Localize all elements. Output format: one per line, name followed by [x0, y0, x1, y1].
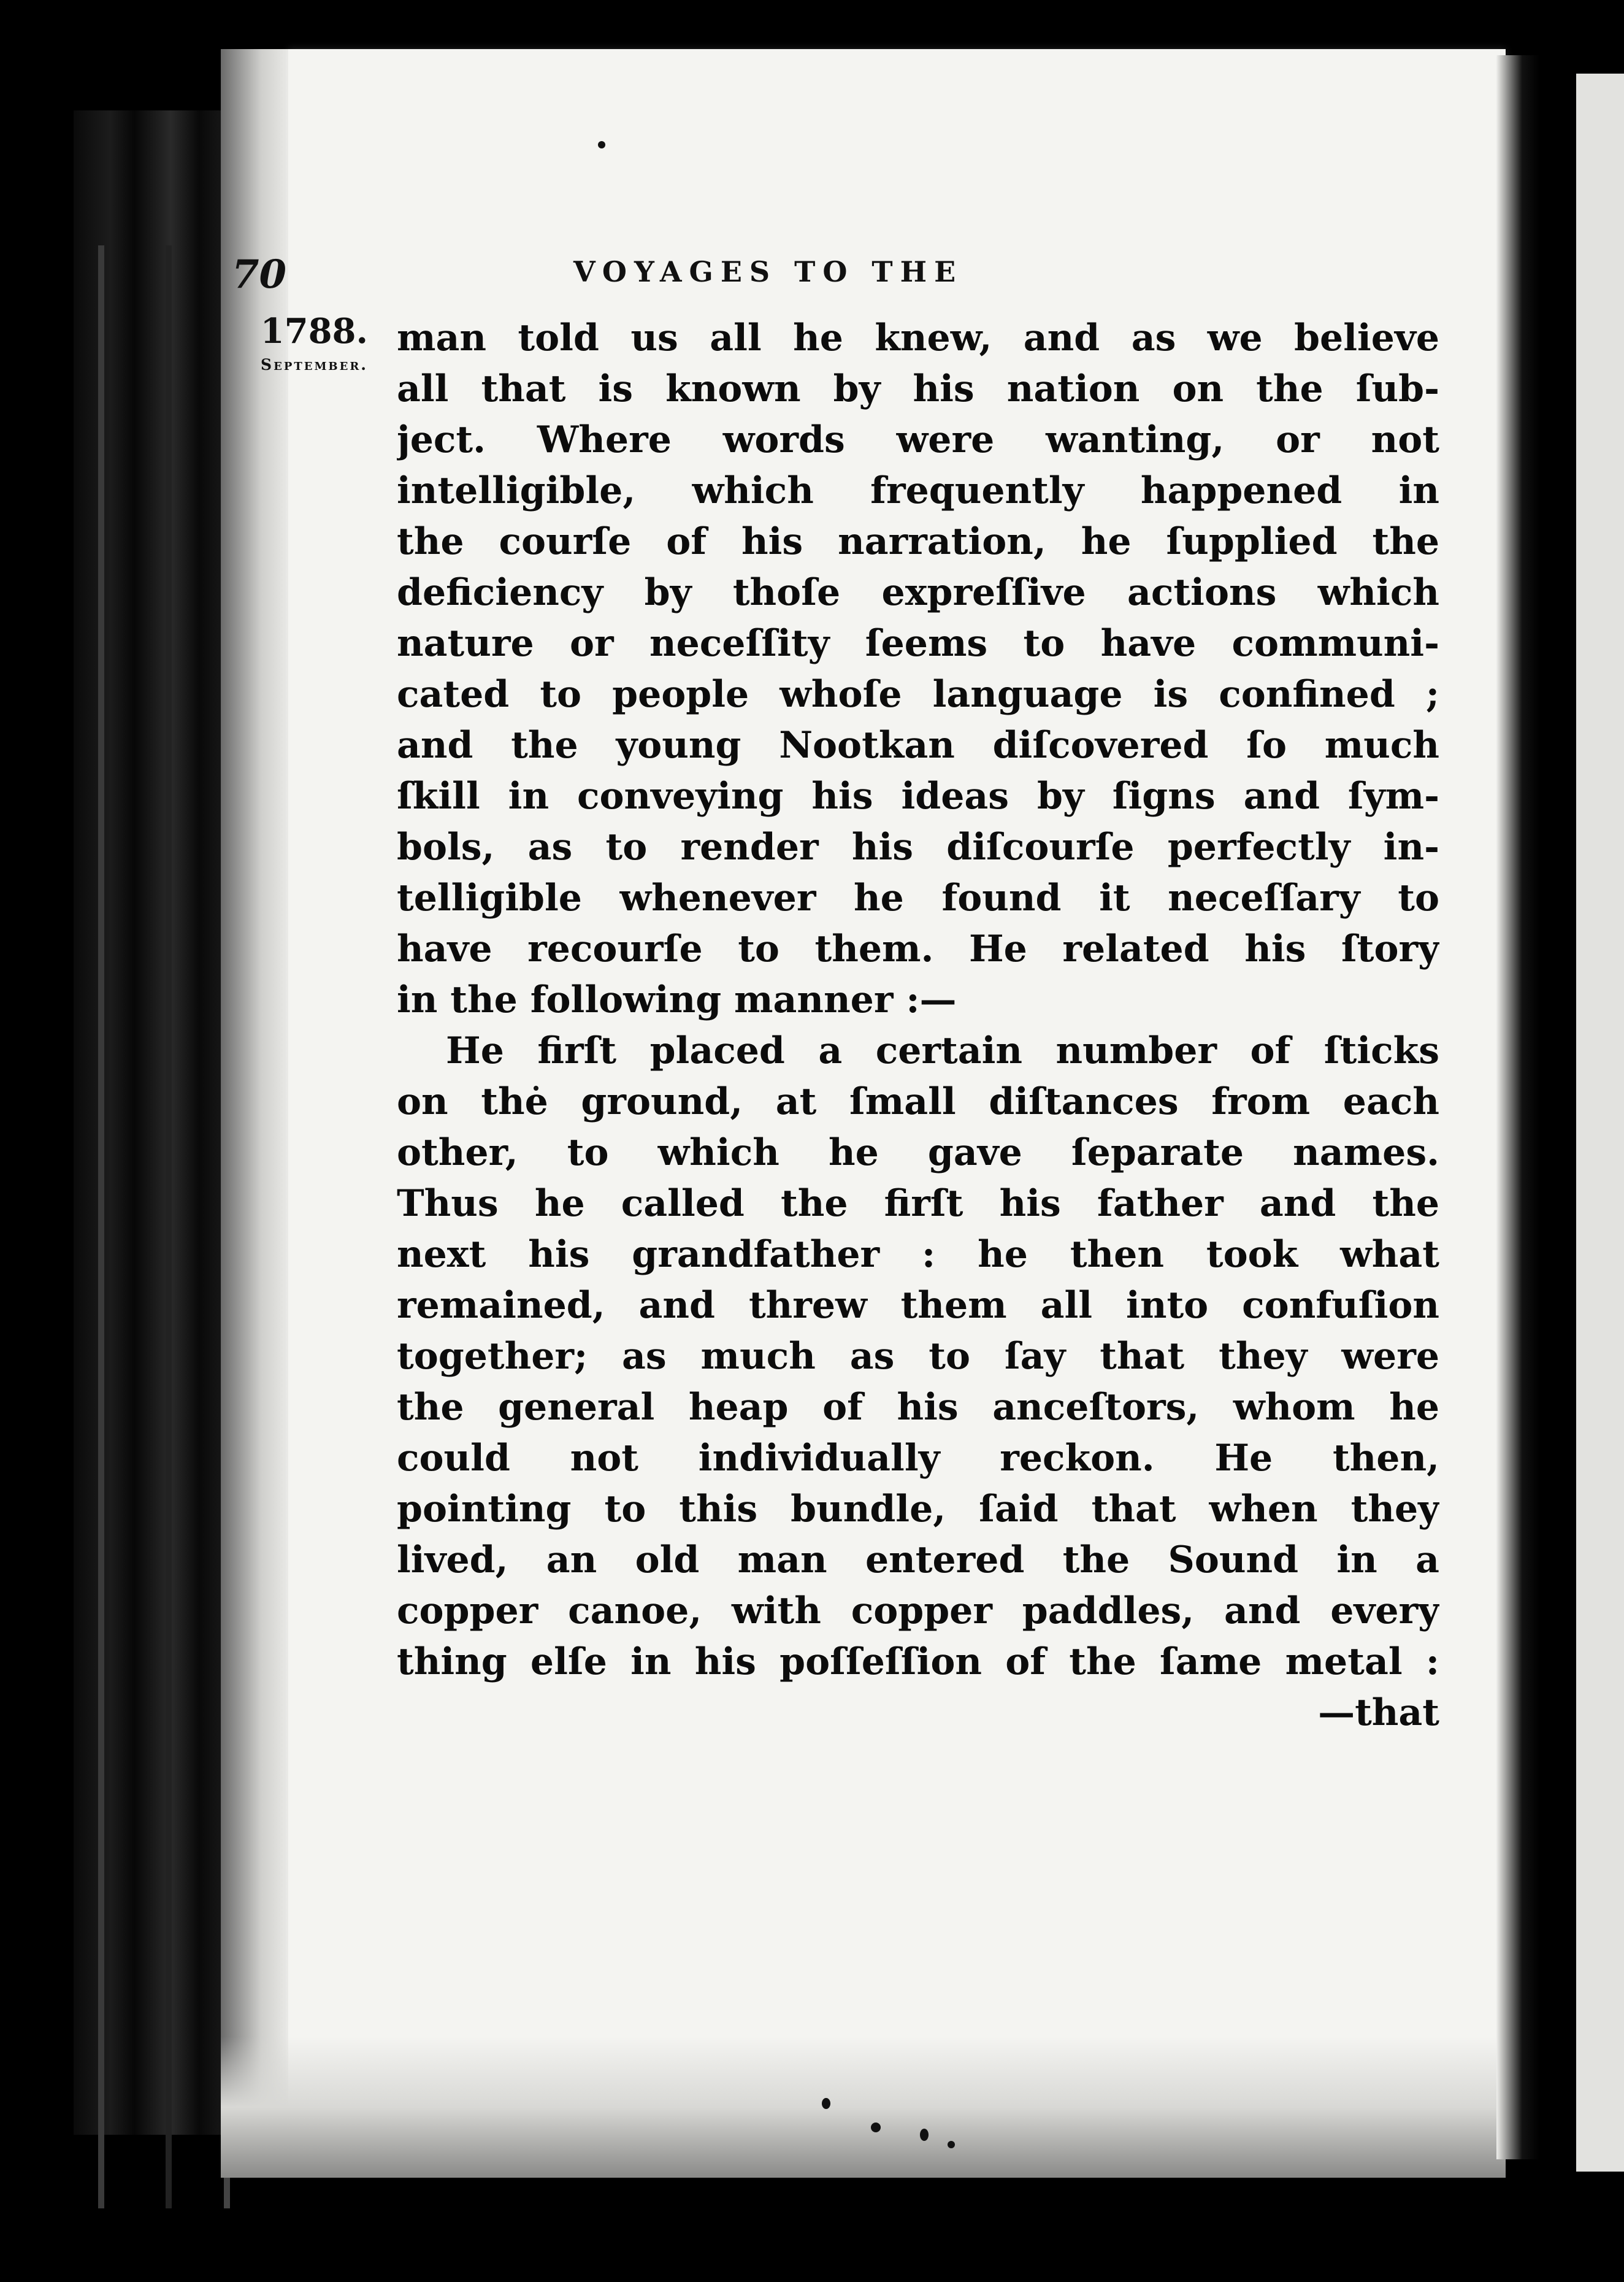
text-line: on the ground, at ſmall diſtances from each: [397, 1080, 1439, 1123]
text-line: ſkill in conveying his ideas by ſigns and ſym-: [397, 775, 1439, 818]
margin-month: September.: [261, 356, 368, 374]
text-line: man told us all he knew, and as we believe: [397, 317, 1439, 359]
text-line: the courſe of his narration, he ſupplied the: [397, 520, 1439, 563]
text-line: in the following manner :—: [397, 978, 957, 1021]
text-line: deficiency by thoſe expreſſive actions which: [397, 571, 1439, 614]
text-line: bols, as to render his diſcourſe perfectly in-: [397, 826, 1439, 869]
text-line: and the young Nootkan diſcovered ſo much: [397, 724, 1439, 767]
page-fold: [1496, 55, 1539, 2159]
marginal-date-note: [221, 310, 368, 377]
ink-speck: [948, 2141, 955, 2148]
text-line: copper canoe, with copper paddles, and every: [397, 1589, 1439, 1632]
text-line: Thus he called the firſt his father and the: [397, 1182, 1439, 1225]
binding-streak: [166, 245, 172, 2208]
binding-streak: [98, 245, 104, 2208]
text-line: lived, an old man entered the Sound in a: [397, 1539, 1439, 1581]
ink-speck: [920, 2129, 929, 2141]
text-line: ject. Where words were wanting, or not: [397, 418, 1439, 461]
text-line: the general heap of his anceſtors, whom he: [397, 1386, 1439, 1429]
margin-year: 1788.: [260, 311, 368, 352]
text-line: other, to which he gave ſeparate names.: [397, 1131, 1439, 1174]
text-line: have recourſe to them. He related his ſtory: [397, 928, 1439, 970]
page-bottom-shadow: [221, 2037, 1506, 2178]
catchword: —that: [1318, 1691, 1439, 1734]
running-head: [0, 252, 1624, 301]
text-line: could not individually reckon. He then,: [397, 1437, 1439, 1480]
ink-speck: [871, 2123, 881, 2132]
text-line: together; as much as to ſay that they were: [397, 1335, 1439, 1378]
running-title: VOYAGES TO THE: [573, 255, 963, 288]
page-number: 70: [232, 252, 287, 298]
text-line: cated to people whoſe language is confined ;: [397, 673, 1439, 716]
text-line: pointing to this bundle, ſaid that when they: [397, 1488, 1439, 1531]
adjacent-page-sliver: [1576, 74, 1624, 2172]
text-line: telligible whenever he found it neceſſary to: [397, 877, 1439, 920]
text-line: next his grandfather : he then took what: [397, 1233, 1439, 1276]
ink-speck: [598, 141, 605, 148]
text-line: remained, and threw them all into confuſion: [397, 1284, 1439, 1327]
text-line: all that is known by his nation on the ſub-: [397, 367, 1439, 410]
text-line: intelligible, which frequently happened in: [397, 469, 1439, 512]
text-line-paragraph-start: He firſt placed a certain number of ſticks: [446, 1029, 1439, 1072]
text-line: nature or neceſſity ſeems to have communi-: [397, 622, 1439, 665]
text-line: thing elſe in his poſſeſſion of the ſame metal :: [397, 1640, 1439, 1683]
ink-speck: [822, 2098, 830, 2109]
body-text: [397, 313, 1439, 1738]
